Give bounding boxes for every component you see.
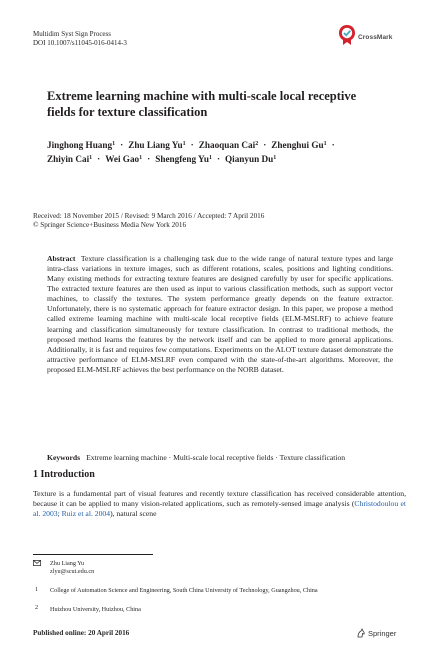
corresponding-name: Zhu Liang Yu	[50, 560, 85, 567]
affiliation-number: 1	[35, 586, 39, 593]
copyright-line: © Springer Science+Business Media New York 2016	[33, 221, 187, 229]
author[interactable]: Zhu Liang Yu$^1$	[128, 140, 186, 150]
author[interactable]: Wei Gao$^1$	[105, 153, 143, 164]
crossmark-icon	[338, 24, 356, 46]
author-row-2: Zhiyin Cai$^1$ · Wei Gao$^1$ · Shengfeng $Yu^1$ · Qianyun Du$^1$	[47, 153, 277, 164]
author[interactable]: Qianyun Du$^1$	[225, 153, 277, 164]
author[interactable]: Zhiyin Cai$^1$	[47, 153, 93, 164]
keywords-label: Keywords	[47, 453, 81, 462]
author[interactable]: Zhenghui Gu$^1$	[271, 140, 327, 150]
author-list	[47, 138, 397, 165]
journal-name: Multidim Syst Sign Process	[33, 30, 111, 38]
keywords	[47, 453, 393, 464]
author[interactable]: Zhaoquan Cai$^2$	[198, 140, 259, 150]
author-row-1: Jinghong Huang$^1$ · Zhu Liang $Yu^1$ · Zhaoquan Cai$^2$ · Zhenghui $Gu^1$ ·	[47, 140, 335, 150]
author[interactable]: Shengfeng Yu$^1$	[155, 153, 212, 164]
citation-link[interactable]: Christodoulou et al. 2003	[33, 499, 406, 519]
affiliation-1: College of Automation Science and Engineering, South China University of Technology, Guangzhou, China	[50, 587, 318, 594]
doi[interactable]: DOI 10.1007/s11045-016-0414-3	[33, 39, 127, 47]
affiliation-2: Huizhou University, Huizhou, China	[50, 606, 141, 613]
section-heading-introduction: 1 Introduction	[33, 469, 95, 480]
citation-link[interactable]: Ruiz et al. 2004	[61, 509, 111, 519]
abstract-label: Abstract	[47, 254, 76, 263]
crossmark-label: CrossMark	[358, 34, 393, 41]
crossmark-badge[interactable]	[338, 24, 418, 48]
corresponding-email[interactable]: zlyu@scut.edu.cn	[50, 567, 95, 575]
affiliation-number: 2	[35, 604, 39, 611]
springer-horse-icon	[356, 628, 366, 638]
envelope-icon	[33, 560, 45, 569]
article-history	[33, 212, 264, 230]
publisher-name: Springer	[368, 629, 397, 638]
corresponding-author	[50, 560, 94, 576]
article-title: Extreme learning machine with multi-scale local receptive fields for texture classification	[47, 89, 357, 119]
published-online: Published online: 20 April 2016	[33, 629, 130, 637]
introduction-paragraph: Texture is a fundamental part of visual features and recently texture classification has received considerable attention, because it can be applied to many vision-related applications, such as remotely-sensed image analysis (Christodoulou et al. 2003; Ruiz et al. 2004), natural scene	[33, 489, 406, 519]
footnote-divider	[33, 554, 153, 555]
journal-header	[33, 30, 127, 48]
abstract	[47, 254, 393, 375]
author[interactable]: Jinghong Huang$^1$	[47, 140, 116, 150]
publisher-logo	[356, 628, 396, 638]
dates-line: Received: 18 November 2015 / Revised: 9 March 2016 / Accepted: 7 April 2016	[33, 212, 265, 220]
abstract-text: Texture classification is a challenging task due to the wide range of natural texture types and large intra-class variations in texture images, such as different rotations, scales, positions and lighting conditions. Many existing methods for extracting texture features are designed carefully by user for specific applications. The extracted texture features are then used as input to various classification methods, such as support vector machines, to classify the textures. The system performance greatly depends on the feature extractor. Unfortunately, there is no systematic approach for feature extractor design. In this paper, we propose a method called extreme learning machine with multi-scale local receptive fields (ELM-MSLRF) to achieve feature learning and classification simultaneously for texture classification. In contrast to traditional methods, the proposed method learns the features by the network itself and can be applied to more general applications. Additionally, it is fast and requires few computations. Experiments on the ALOT texture dataset demonstrate the attractive performance of ELM-MSLRF even compared with the state-of-the-art algorithms. Moreover, the proposed ELM-MSLRF achieves the best performance on the NORB dataset.	[47, 254, 393, 374]
keywords-text: Extreme learning machine · Multi-scale local receptive fields · Texture classification	[86, 453, 346, 462]
